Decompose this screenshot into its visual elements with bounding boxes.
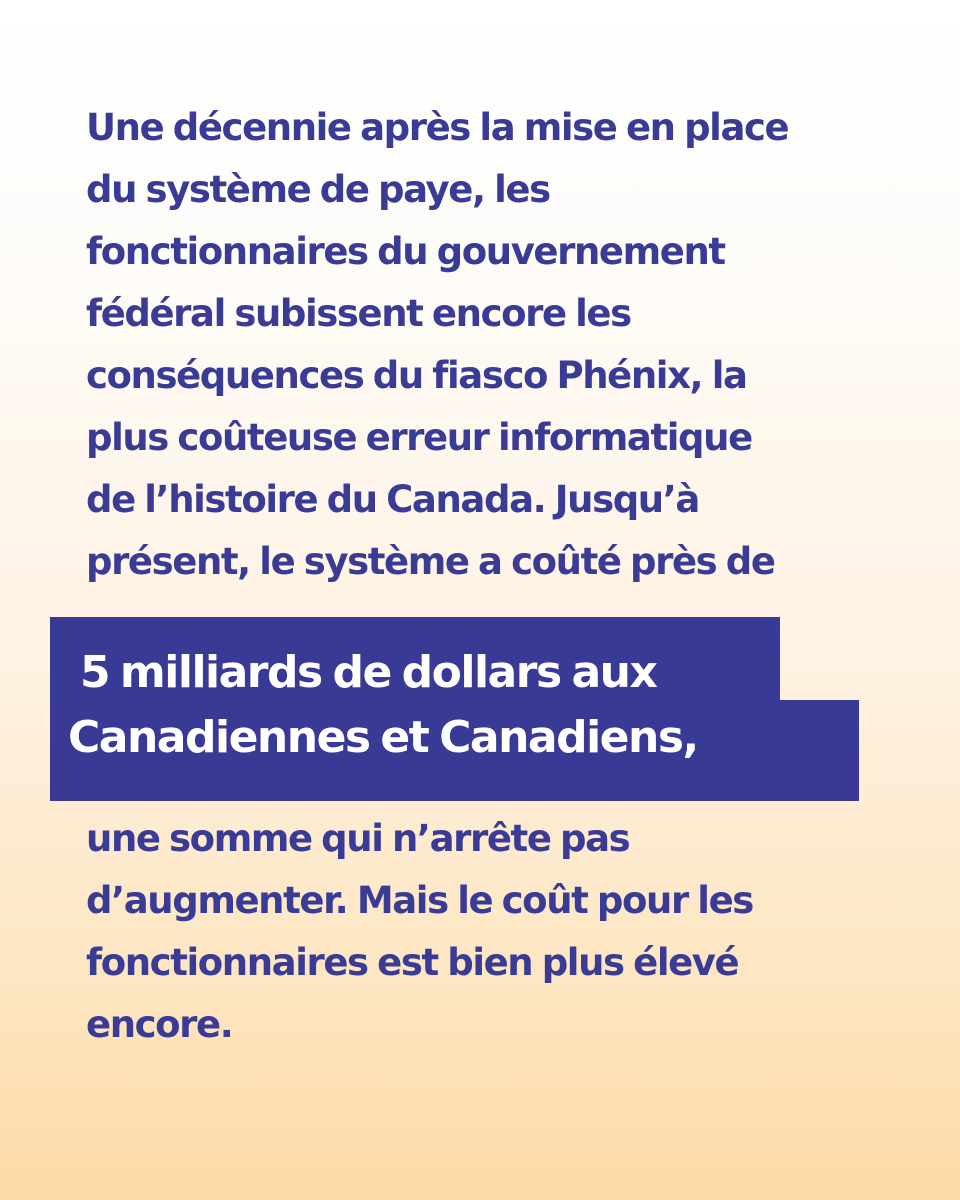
outro-line: une somme qui n’arrête pas [86,817,630,860]
highlight-line-amount: 5 milliards de dollars aux [50,617,780,727]
highlight-line-recipients: Canadiennes et Canadiens, [50,700,859,801]
intro-line: conséquences du fiasco Phénix, la [86,354,747,397]
intro-line: plus coûteuse erreur informatique [86,416,752,459]
intro-line: fédéral subissent encore les [86,292,631,335]
intro-line: du système de paye, les [86,168,550,211]
intro-line: de l’histoire du Canada. Jusqu’à [86,478,699,521]
intro-line: présent, le système a coûté près de [86,540,775,583]
intro-line: fonctionnaires du gouvernement [86,230,725,273]
intro-line: Une décennie après la mise en place [86,106,789,149]
outro-line: encore. [86,1003,233,1046]
outro-paragraph [86,808,906,1056]
intro-paragraph [86,97,906,593]
outro-line: d’augmenter. Mais le coût pour les [86,879,753,922]
outro-line: fonctionnaires est bien plus élevé [86,941,739,984]
